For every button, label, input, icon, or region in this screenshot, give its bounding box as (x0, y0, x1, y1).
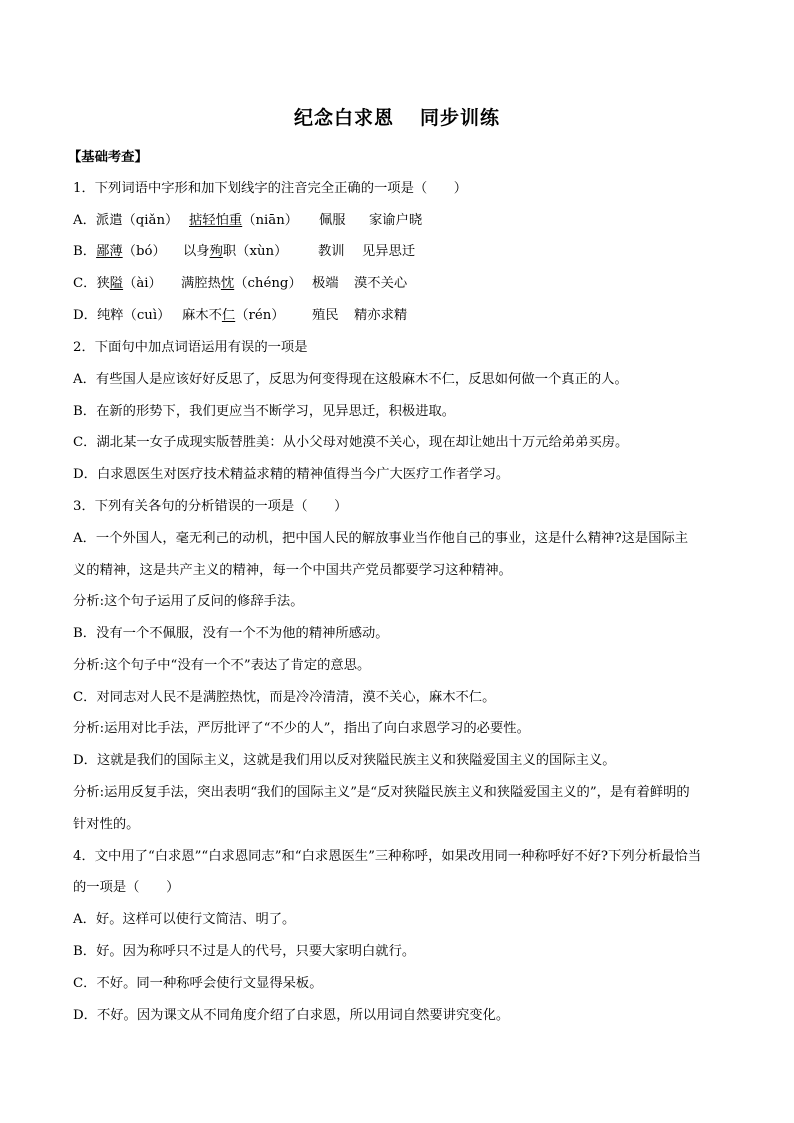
section-heading: 【基础考查】 (68, 150, 148, 165)
q3-option-a-line1: A．一个外国人，毫无利己的动机，把中国人民的解放事业当作他自己的事业，这是什么精神?这是国际主 (73, 531, 689, 546)
q1-b-word3: 教训 (318, 244, 345, 259)
q1-b-label: B． (73, 244, 97, 259)
q3-option-a-line2: 义的精神，这是共产主义的精神，每一个中国共产党员都要学习这种精神。 (73, 563, 512, 578)
q2-option-a: A．有些国人是应该好好反思了，反思为何变得现在这般麻木不仁，反思如何做一个真正的人。 (73, 372, 628, 387)
q1-c-word1-pinyin: （ài） (123, 276, 162, 291)
q1-option-a (73, 209, 422, 228)
q3-option-d: D．这就是我们的国际主义，这就是我们用以反对狭隘民族主义和狭隘爱国主义的国际主义。 (73, 753, 616, 768)
q1-b-word2 (183, 240, 318, 259)
q1-a-word3: 佩服 (319, 213, 346, 228)
title-sub: 同步训练 (420, 107, 501, 129)
q3-option-b: B．没有一个不佩服，没有一个不为他的精神所感动。 (73, 626, 389, 641)
q3-option-c: C．对同志对人民不是满腔热忱，而是冷冷清清，漠不关心，麻木不仁。 (73, 690, 496, 705)
q1-c-word2-underlined: 忱 (220, 276, 235, 291)
q1-c-word1-underlined: 隘 (109, 276, 124, 291)
q2-option-d: D．白求恩医生对医疗技术精益求精的精神值得当今广大医疗工作者学习。 (73, 467, 510, 482)
q1-b-word1-underlined: 鄙薄 (96, 244, 123, 259)
q4-option-d: D．不好。因为课文从不同角度介绍了白求恩，所以用词自然要讲究变化。 (73, 1008, 510, 1023)
q1-c-word2-pinyin: （chéng） (234, 276, 302, 291)
q1-b-word1 (73, 240, 183, 259)
q1-d-word3: 殖民 (312, 308, 339, 323)
q1-b-word2-post: 职（xùn） (222, 244, 288, 259)
q1-b-word2-underlined: 殉 (209, 244, 223, 259)
q1-a-word2-underlined: 掂轻怕重 (189, 213, 243, 228)
q4-stem-line1: 4．文中用了“白求恩”“白求恩同志”和“白求恩医生”三种称呼，如果改用同一种称呼好不好?下列分析最恰当 (73, 849, 702, 864)
q2-option-c: C．湖北某一女子成现实版替胜美：从小父母对她漠不关心，现在却让她出十万元给弟弟买房。 (73, 435, 629, 450)
q4-option-a: A．好。这样可以使行文简洁、明了。 (73, 912, 296, 927)
page-title (0, 103, 794, 130)
q3-option-d-analysis-line2: 针对性的。 (73, 817, 140, 832)
q4-stem-line2: 的一项是（ ） (73, 880, 180, 895)
q1-c-word4: 漠不关心 (354, 276, 408, 291)
q1-a-word2-pinyin: （niān） (242, 213, 299, 228)
q1-c-word2 (181, 272, 312, 291)
title-main: 纪念白求恩 (293, 107, 394, 129)
q1-stem: 1．下列词语中字形和加下划线字的注音完全正确的一项是（ ） (73, 181, 468, 196)
q3-option-c-analysis: 分析:运用对比手法，严厉批评了“不少的人”，指出了向白求恩学习的必要性。 (73, 721, 530, 736)
q3-option-d-analysis-line1: 分析:运用反复手法，突出表明“我们的国际主义”是“反对狭隘民族主义和狭隘爱国主义的”，是有着鲜明的 (73, 785, 690, 800)
q4-option-c: C．不好。同一种称呼会使行文显得呆板。 (73, 976, 323, 991)
q3-option-a-analysis: 分析:这个句子运用了反问的修辞手法。 (73, 594, 304, 609)
q1-a-word2 (189, 209, 319, 228)
q1-a-word4: 家谕户晓 (369, 213, 423, 228)
q3-option-b-analysis: 分析:这个句子中“没有一个不”表达了肯定的意思。 (73, 658, 371, 673)
q1-a-word1: A．派遣（qiǎn） (73, 213, 179, 228)
q1-b-word2-pre: 以身 (183, 244, 210, 259)
q1-option-d (73, 304, 407, 323)
q1-d-word2-pre: 麻木不 (182, 308, 222, 323)
q1-b-word4: 见异思迁 (362, 244, 416, 259)
q2-stem: 2．下面句中加点词语运用有误的一项是 (73, 340, 308, 355)
q1-option-b (73, 240, 415, 259)
q1-d-word2 (182, 304, 312, 323)
q1-d-word1: D．纯粹（cuì） (73, 308, 171, 323)
q3-stem: 3．下列有关各句的分析错误的一项是（ ） (73, 499, 348, 514)
q2-option-b: B．在新的形势下，我们更应当不断学习，见异思迁，积极进取。 (73, 404, 456, 419)
q1-c-word2-pre: 满腔热 (181, 276, 221, 291)
q1-d-word4: 精亦求精 (354, 308, 408, 323)
q1-d-word2-pinyin: （rén） (235, 308, 285, 323)
q1-d-word2-underlined: 仁 (221, 308, 236, 323)
q1-c-word3: 极端 (312, 276, 339, 291)
q1-b-word1-pinyin: （bó） (122, 244, 166, 259)
q1-c-word1 (73, 272, 181, 291)
q4-option-b: B．好。因为称呼只不过是人的代号，只要大家明白就行。 (73, 944, 416, 959)
q1-c-word1-pre: C．狭 (73, 276, 110, 291)
q1-option-c (73, 272, 407, 291)
